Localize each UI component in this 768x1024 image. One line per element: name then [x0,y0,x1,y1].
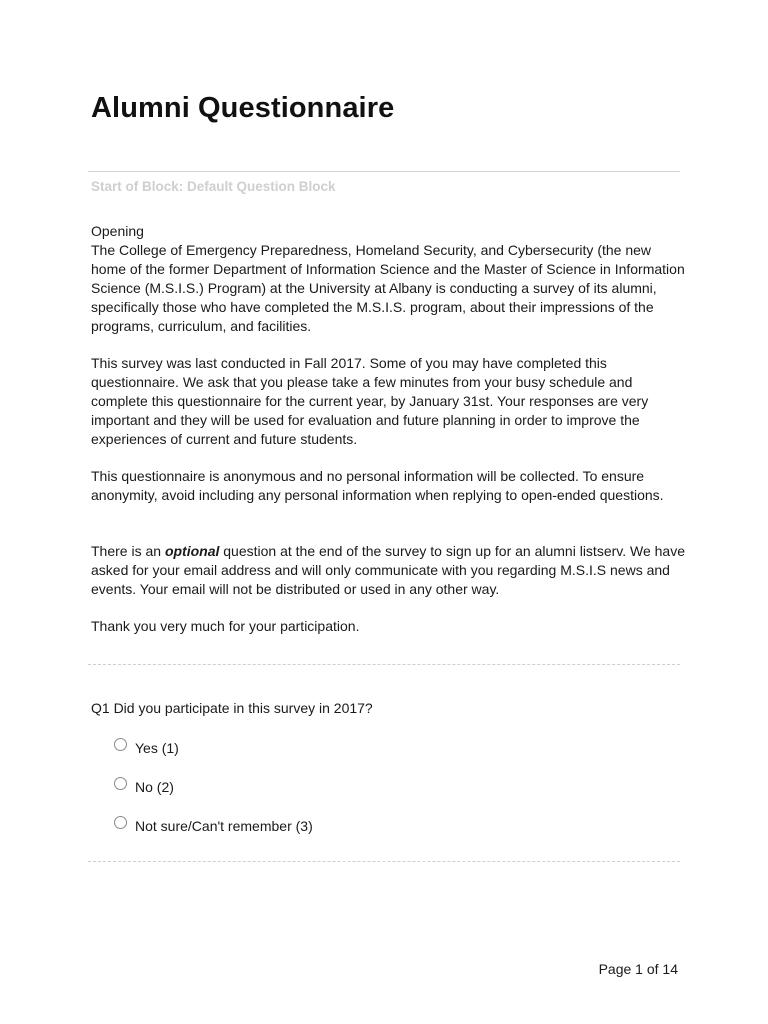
opening-line: programs, curriculum, and facilities. [91,318,312,334]
anonymity-line: This questionnaire is anonymous and no personal information will be collected. To ensure [91,468,645,484]
q1-options [114,738,313,855]
radio-button[interactable] [114,777,127,790]
title-divider [88,171,680,172]
thanks-paragraph: Thank you very much for your participation. [91,618,360,634]
block-start-label: Start of Block: Default Question Block [91,179,336,194]
optional-line: asked for your email address and will only communicate with you regarding M.S.I.S news and [91,562,670,578]
opening-line: specifically those who have completed the M.S.I.S. program, about their impressions of the [91,299,654,315]
option-label: Yes (1) [135,739,179,756]
option-label: No (2) [135,778,174,795]
opening-line: Science (M.S.I.S.) Program) at the University at Albany is conducting a survey of its alumni, [91,280,657,296]
q1-option-no[interactable] [114,777,313,796]
optional-line: events. Your email will not be distributed or used in any other way. [91,581,500,597]
radio-button[interactable] [114,816,127,829]
opening-heading: Opening [91,223,144,239]
radio-button[interactable] [114,738,127,751]
opening-line: home of the former Department of Information Science and the Master of Science in Information [91,261,685,277]
survey-line: questionnaire. We ask that you please take a few minutes from your busy schedule and [91,374,633,390]
page-number: Page 1 of 14 [598,961,678,977]
survey-line: complete this questionnaire for the current year, by January 31st. Your responses are very [91,393,649,409]
survey-line: experiences of current and future students. [91,431,358,447]
opening-line: The College of Emergency Preparedness, Homeland Security, and Cybersecurity (the new [91,242,652,258]
q1-option-yes[interactable] [114,738,313,757]
survey-line: This survey was last conducted in Fall 2017. Some of you may have completed this [91,355,607,371]
opening-paragraph [91,222,691,336]
option-label: Not sure/Can't remember (3) [135,817,313,834]
anonymity-line: anonymity, avoid including any personal information when replying to open-ended questions. [91,487,664,503]
optional-listserv-paragraph [91,542,691,599]
question-q1: Q1 Did you participate in this survey in 2017? [91,700,373,716]
question-separator [88,861,680,862]
optional-suffix: question at the end of the survey to sign up for an alumni listserv. We have [219,543,686,559]
survey-paragraph [91,354,691,449]
optional-line [91,542,691,561]
optional-prefix: There is an [91,543,165,559]
question-separator [88,664,680,665]
anonymity-paragraph [91,467,691,505]
q1-option-not-sure[interactable] [114,816,313,835]
survey-line: important and they will be used for evaluation and future planning in order to improve the [91,412,640,428]
optional-emphasis: optional [164,543,220,559]
page-title: Alumni Questionnaire [91,92,395,124]
